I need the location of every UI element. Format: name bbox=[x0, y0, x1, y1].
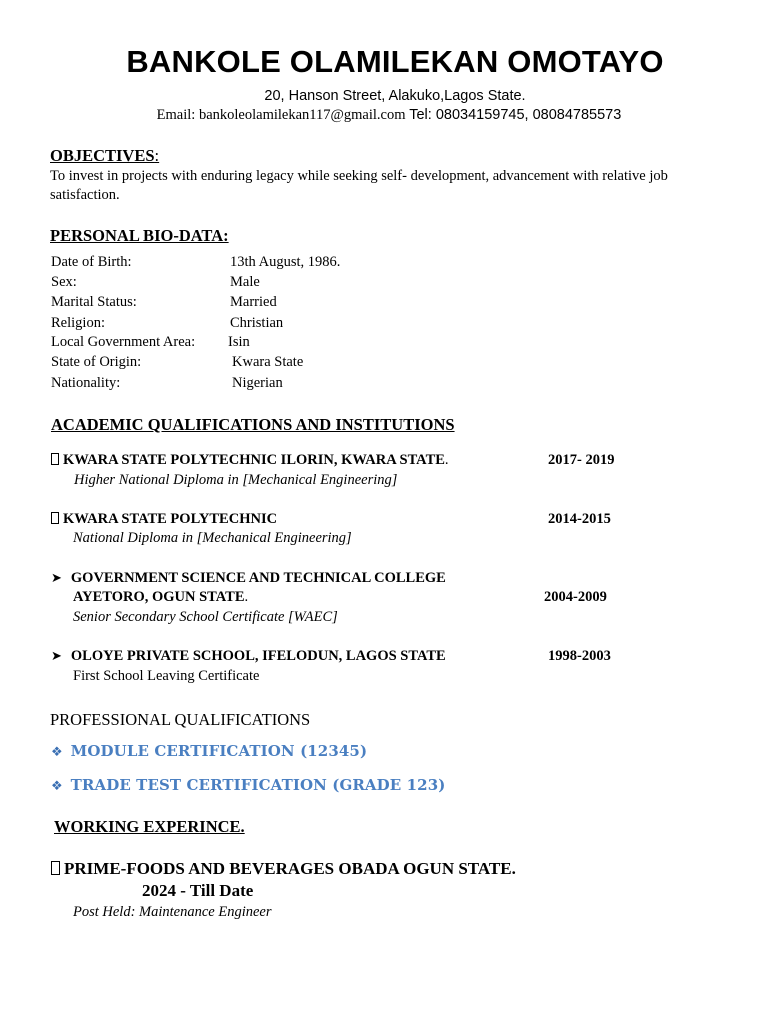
objectives-heading-text: OBJECTIVES bbox=[50, 146, 155, 165]
institution-name: KWARA STATE POLYTECHNIC ILORIN, KWARA STATE bbox=[63, 452, 445, 468]
academic-entry-2-qualification: National Diploma in [Mechanical Engineering] bbox=[73, 530, 352, 546]
bio-value-nationality: Nigerian bbox=[232, 375, 283, 391]
arrow-bullet-icon: ➤ bbox=[51, 570, 62, 585]
email-address[interactable]: bankoleolamilekan117@gmail.com bbox=[198, 107, 406, 123]
academic-entry-4-qualification: First School Leaving Certificate bbox=[73, 668, 260, 684]
bio-value-lga: Isin bbox=[228, 334, 250, 350]
bio-value-dob: 13th August, 1986. bbox=[230, 254, 341, 270]
academic-entry-4-institution bbox=[51, 648, 446, 665]
company-name: PRIME-FOODS AND BEVERAGES OBADA OGUN STATE. bbox=[64, 859, 516, 878]
work-experience-heading: WORKING EXPERINCE. bbox=[54, 817, 245, 836]
professional-item-2 bbox=[51, 776, 445, 795]
bio-value-state: Kwara State bbox=[232, 354, 304, 370]
academic-entry-1-years: 2017- 2019 bbox=[548, 452, 615, 468]
bio-label-marital: Marital Status: bbox=[51, 294, 137, 310]
box-bullet-icon bbox=[51, 861, 60, 875]
box-bullet-icon bbox=[51, 453, 59, 465]
bio-value-religion: Christian bbox=[230, 315, 284, 331]
academic-entry-3-years: 2004-2009 bbox=[544, 589, 607, 605]
diamond-bullet-icon: ❖ bbox=[51, 744, 63, 759]
bio-label-religion: Religion: bbox=[51, 315, 105, 331]
institution-trail: . bbox=[444, 452, 449, 468]
institution-trail: . bbox=[244, 589, 249, 605]
email-label: Email: bbox=[156, 107, 199, 123]
address-line: 20, Hanson Street, Alakuko,Lagos State. bbox=[264, 88, 526, 104]
bio-label-state: State of Origin: bbox=[51, 354, 142, 370]
work-company bbox=[51, 859, 516, 879]
institution-name-cont: AYETORO, OGUN STATE bbox=[73, 589, 245, 605]
academic-entry-3-qualification: Senior Secondary School Certificate [WAEC] bbox=[73, 609, 338, 625]
institution-name: KWARA STATE POLYTECHNIC bbox=[63, 511, 278, 527]
academic-entry-3-institution-line1 bbox=[51, 570, 446, 587]
work-years: 2024 - Till Date bbox=[142, 881, 254, 900]
academic-entry-2-institution bbox=[51, 511, 277, 528]
contact-line bbox=[0, 107, 768, 124]
diamond-bullet-icon: ❖ bbox=[51, 778, 63, 793]
institution-name: GOVERNMENT SCIENCE AND TECHNICAL COLLEGE bbox=[70, 570, 446, 586]
professional-heading: PROFESSIONAL QUALIFICATIONS bbox=[50, 710, 311, 729]
bio-data-heading: PERSONAL BIO-DATA: bbox=[50, 226, 229, 245]
objectives-text-line2: satisfaction. bbox=[50, 187, 120, 203]
academic-entry-2-years: 2014-2015 bbox=[548, 511, 611, 527]
academic-entry-1-institution bbox=[51, 452, 449, 469]
telephone-numbers: Tel: 08034159745, 08084785573 bbox=[405, 107, 622, 123]
bio-label-dob: Date of Birth: bbox=[51, 254, 132, 270]
candidate-name: BANKOLE OLAMILEKAN OMOTAYO bbox=[126, 44, 664, 79]
certification-label: TRADE TEST CERTIFICATION (GRADE 123) bbox=[70, 776, 446, 794]
objectives-heading bbox=[50, 146, 159, 166]
academic-entry-1-qualification: Higher National Diploma in [Mechanical Engineering] bbox=[74, 472, 398, 488]
certification-label: MODULE CERTIFICATION (12345) bbox=[70, 742, 368, 760]
work-post-held: Post Held: Maintenance Engineer bbox=[73, 904, 272, 920]
academic-entry-3-institution-line2 bbox=[73, 589, 248, 606]
bio-label-nationality: Nationality: bbox=[51, 375, 121, 391]
bio-value-marital: Married bbox=[230, 294, 277, 310]
professional-item-1 bbox=[51, 742, 367, 761]
academic-heading: ACADEMIC QUALIFICATIONS AND INSTITUTIONS bbox=[51, 415, 455, 434]
bio-label-sex: Sex: bbox=[51, 274, 77, 290]
institution-name: OLOYE PRIVATE SCHOOL, IFELODUN, LAGOS STATE bbox=[70, 648, 446, 664]
bio-label-lga: Local Government Area: bbox=[51, 334, 196, 350]
academic-entry-4-years: 1998-2003 bbox=[548, 648, 611, 664]
arrow-bullet-icon: ➤ bbox=[51, 648, 62, 663]
box-bullet-icon bbox=[51, 512, 59, 524]
bio-value-sex: Male bbox=[230, 274, 260, 290]
objectives-colon: : bbox=[154, 146, 160, 165]
objectives-text-line1: To invest in projects with enduring legacy while seeking self- development, advancement with relative job bbox=[50, 168, 668, 184]
